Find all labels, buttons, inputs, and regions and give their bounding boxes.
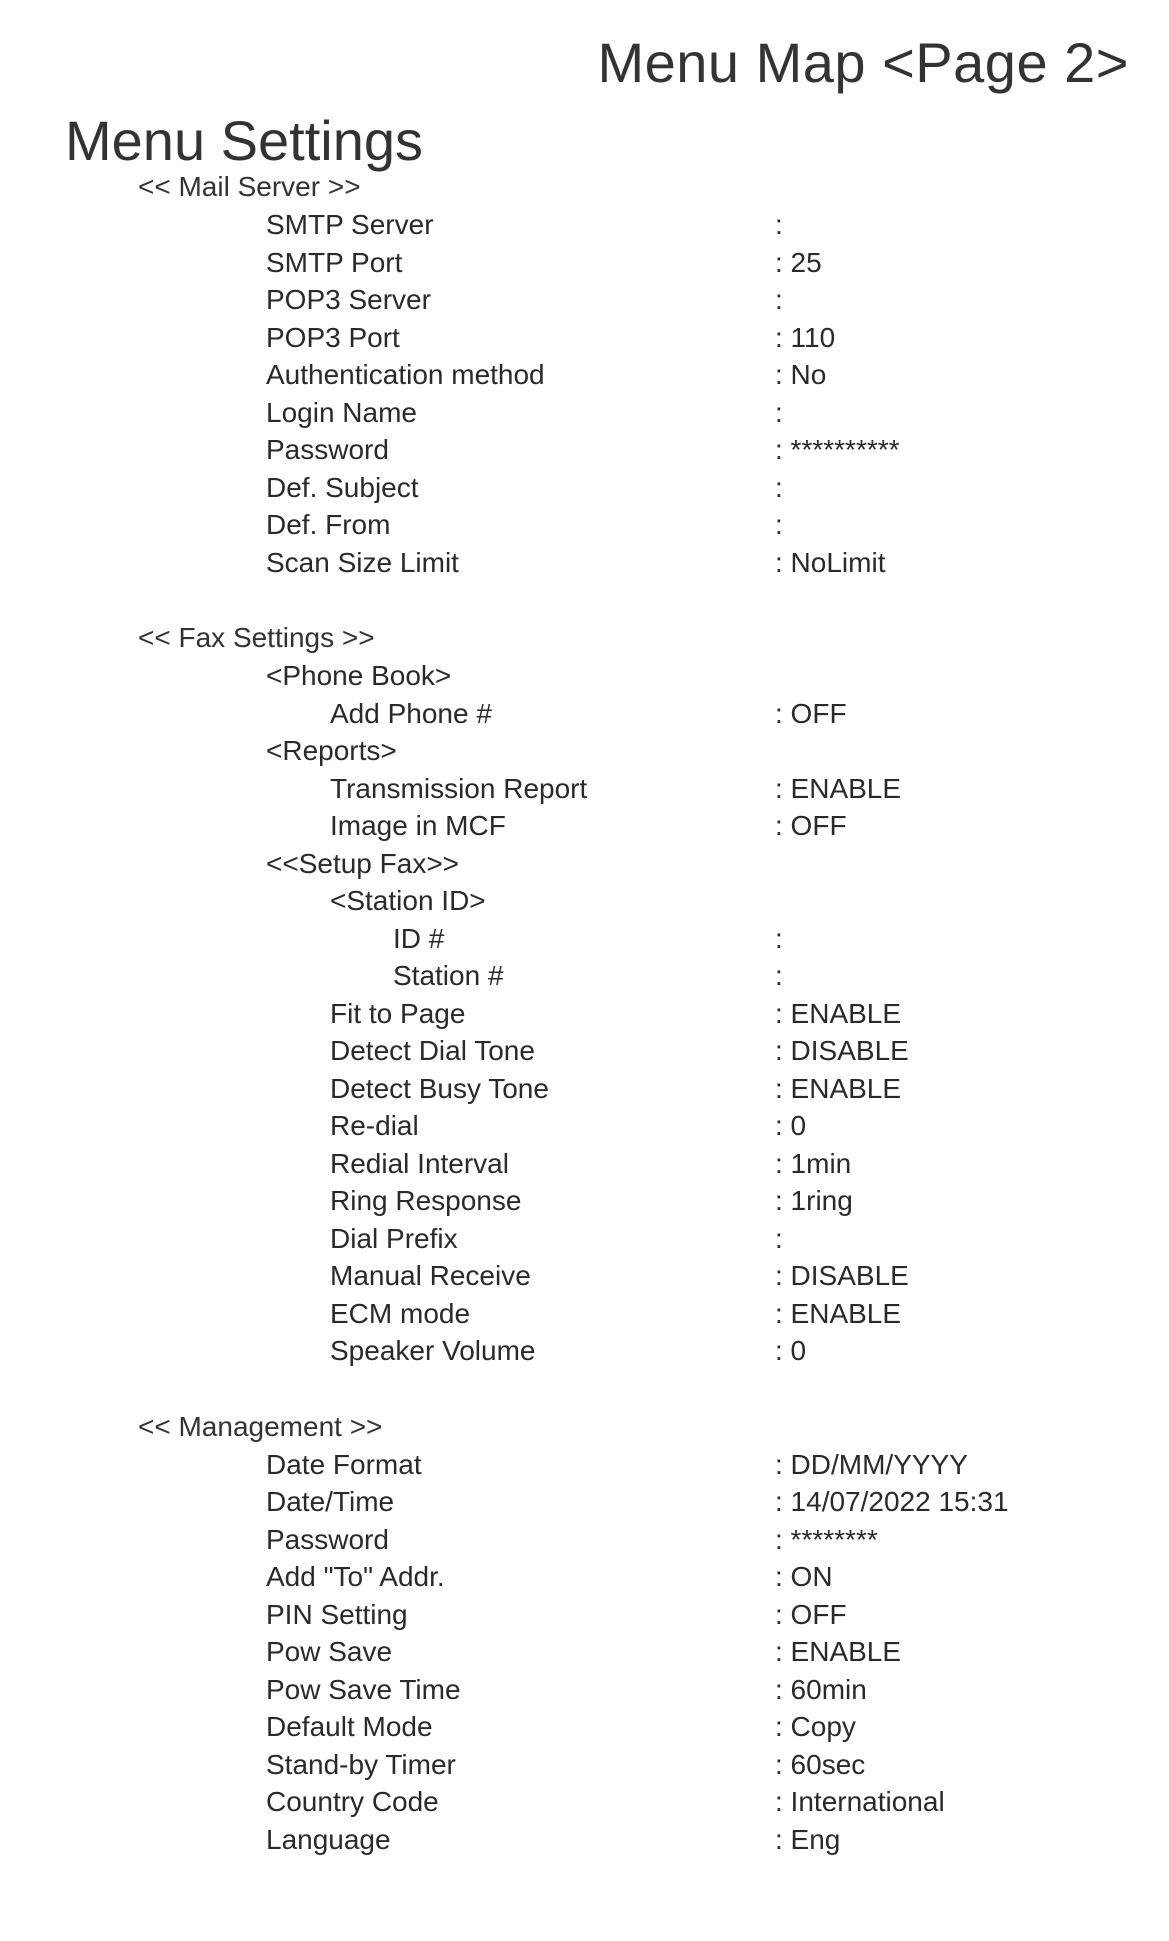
section-header-mail-server: << Mail Server >>: [138, 171, 361, 202]
setting-row: [0, 770, 1169, 808]
setting-row: [0, 1295, 1169, 1333]
setting-value: : OFF: [775, 697, 847, 729]
setting-value: : ENABLE: [775, 1072, 902, 1104]
setting-row: [0, 356, 1169, 394]
setting-value: : DD/MM/YYYY: [775, 1448, 968, 1480]
setting-label: PIN Setting: [266, 1598, 408, 1630]
section-gap: [0, 1370, 1169, 1408]
setting-value: : Eng: [775, 1823, 841, 1855]
setting-label: Detect Busy Tone: [330, 1072, 549, 1104]
setting-row: [0, 995, 1169, 1033]
setting-value: : ENABLE: [775, 997, 902, 1029]
setting-label: Country Code: [266, 1786, 439, 1817]
mail-server-rows: [0, 206, 1169, 581]
setting-value: : International: [775, 1786, 945, 1817]
group-header-phone-book: [0, 657, 1169, 695]
setting-value: :: [775, 922, 783, 954]
setting-row: [0, 394, 1169, 432]
setting-label: Default Mode: [266, 1711, 433, 1742]
setting-value: :: [775, 396, 783, 428]
setting-row: [0, 1821, 1169, 1859]
setting-label: Language: [266, 1823, 391, 1855]
setting-row: [0, 544, 1169, 582]
setting-row: [0, 1107, 1169, 1145]
setting-label: Password: [266, 1523, 389, 1555]
setting-label: POP3 Server: [266, 284, 431, 315]
setting-row: [0, 1483, 1169, 1521]
setting-label: Date/Time: [266, 1486, 395, 1517]
setting-label: Transmission Report: [330, 772, 588, 804]
setting-label: Station #: [393, 960, 504, 991]
setting-row: [0, 1671, 1169, 1709]
setting-value: :: [775, 209, 783, 240]
setting-value: :: [775, 1222, 783, 1254]
setting-value: :: [775, 284, 783, 315]
setting-label: POP3 Port: [266, 321, 400, 353]
setting-label: Speaker Volume: [330, 1335, 536, 1366]
setting-row: [0, 1596, 1169, 1634]
setting-value: : NoLimit: [775, 546, 886, 578]
setting-label: Def. From: [266, 509, 391, 540]
setting-value: : 0: [775, 1335, 807, 1366]
setting-row: [0, 431, 1169, 469]
setting-label: Pow Save: [266, 1636, 393, 1667]
management-rows: [0, 1446, 1169, 1859]
setting-row: [0, 1332, 1169, 1370]
setting-label: Fit to Page: [330, 997, 466, 1029]
setting-label: Dial Prefix: [330, 1222, 458, 1254]
setting-label: Password: [266, 434, 389, 465]
setting-row: [0, 1558, 1169, 1596]
setting-row: [0, 1783, 1169, 1821]
management-section: [0, 1408, 1169, 1859]
section-header-management: << Management >>: [138, 1410, 383, 1442]
mail-server-section: [0, 168, 1169, 581]
document-heading: Menu Settings: [65, 109, 423, 172]
setting-row: [0, 957, 1169, 995]
setting-value: : 60sec: [775, 1748, 866, 1780]
setting-value: : DISABLE: [775, 1035, 909, 1066]
setting-value: : ENABLE: [775, 772, 902, 804]
group-header-station-id: [0, 882, 1169, 920]
setting-label: Image in MCF: [330, 810, 506, 841]
setting-value: : 110: [775, 321, 836, 353]
setting-label: Redial Interval: [330, 1147, 509, 1179]
setting-value: : ENABLE: [775, 1297, 902, 1329]
reports-rows: [0, 770, 1169, 845]
setting-row: [0, 1145, 1169, 1183]
setting-row: [0, 206, 1169, 244]
setting-value: : No: [775, 359, 827, 390]
setting-value: : Copy: [775, 1711, 856, 1742]
setting-label: Def. Subject: [266, 471, 419, 503]
setting-label: Manual Receive: [330, 1260, 531, 1291]
phone-book-rows: [0, 695, 1169, 733]
setting-row: [0, 319, 1169, 357]
setting-label: Add "To" Addr.: [266, 1561, 445, 1592]
section-gap: [0, 581, 1169, 619]
setting-value: : DISABLE: [775, 1260, 909, 1291]
page-title: Menu Map <Page 2>: [597, 31, 1129, 94]
setting-value: : 14/07/2022 15:31: [775, 1486, 1009, 1517]
setting-value: :: [775, 960, 783, 991]
setting-label: Re-dial: [330, 1110, 419, 1141]
setting-label: Date Format: [266, 1448, 422, 1480]
setting-row: [0, 1032, 1169, 1070]
phone-book-label: <Phone Book>: [266, 660, 452, 691]
station-id-rows: [0, 920, 1169, 995]
setting-label: Detect Dial Tone: [330, 1035, 535, 1066]
setting-label: SMTP Port: [266, 246, 403, 278]
setting-value: : 1min: [775, 1147, 852, 1179]
setting-label: Add Phone #: [330, 697, 492, 729]
setting-value: : OFF: [775, 810, 847, 841]
setting-row: [0, 1070, 1169, 1108]
setting-label: SMTP Server: [266, 209, 434, 240]
setting-value: :: [775, 471, 783, 503]
setting-row: [0, 1708, 1169, 1746]
setting-row: [0, 281, 1169, 319]
setting-row: [0, 469, 1169, 507]
setting-label: Stand-by Timer: [266, 1748, 456, 1780]
setting-value: :: [775, 509, 783, 540]
setting-row: [0, 1182, 1169, 1220]
fax-settings-section: [0, 619, 1169, 1370]
setting-value: : 25: [775, 246, 822, 278]
setting-row: [0, 1220, 1169, 1258]
setting-value: : 1ring: [775, 1185, 853, 1216]
setting-row: [0, 1257, 1169, 1295]
setting-row: [0, 695, 1169, 733]
setting-value: : OFF: [775, 1598, 847, 1630]
setting-row: [0, 1446, 1169, 1484]
setting-label: Ring Response: [330, 1185, 522, 1216]
group-header-reports: [0, 732, 1169, 770]
setting-row: [0, 244, 1169, 282]
section-header-fax-settings: << Fax Settings >>: [138, 622, 375, 653]
reports-label: <Reports>: [266, 735, 397, 766]
setting-value: : 0: [775, 1110, 807, 1141]
setting-row: [0, 807, 1169, 845]
group-header-setup-fax: [0, 845, 1169, 883]
setup-fax-rows: [0, 995, 1169, 1370]
setting-row: [0, 1746, 1169, 1784]
setting-row: [0, 1521, 1169, 1559]
setting-value: : **********: [775, 434, 900, 465]
setting-label: ID #: [393, 922, 445, 954]
setting-label: ECM mode: [330, 1297, 471, 1329]
station-id-label: <Station ID>: [330, 885, 486, 916]
setting-value: : ********: [775, 1523, 878, 1555]
setting-value: : ON: [775, 1561, 833, 1592]
setting-row: [0, 506, 1169, 544]
setting-label: Scan Size Limit: [266, 546, 459, 578]
setting-value: : 60min: [775, 1673, 867, 1705]
setting-row: [0, 920, 1169, 958]
setting-value: : ENABLE: [775, 1636, 902, 1667]
setting-label: Authentication method: [266, 359, 545, 390]
setting-row: [0, 1633, 1169, 1671]
setting-label: Login Name: [266, 396, 417, 428]
setup-fax-label: <<Setup Fax>>: [266, 847, 460, 879]
settings-list: [0, 168, 1169, 1858]
setting-label: Pow Save Time: [266, 1673, 461, 1705]
